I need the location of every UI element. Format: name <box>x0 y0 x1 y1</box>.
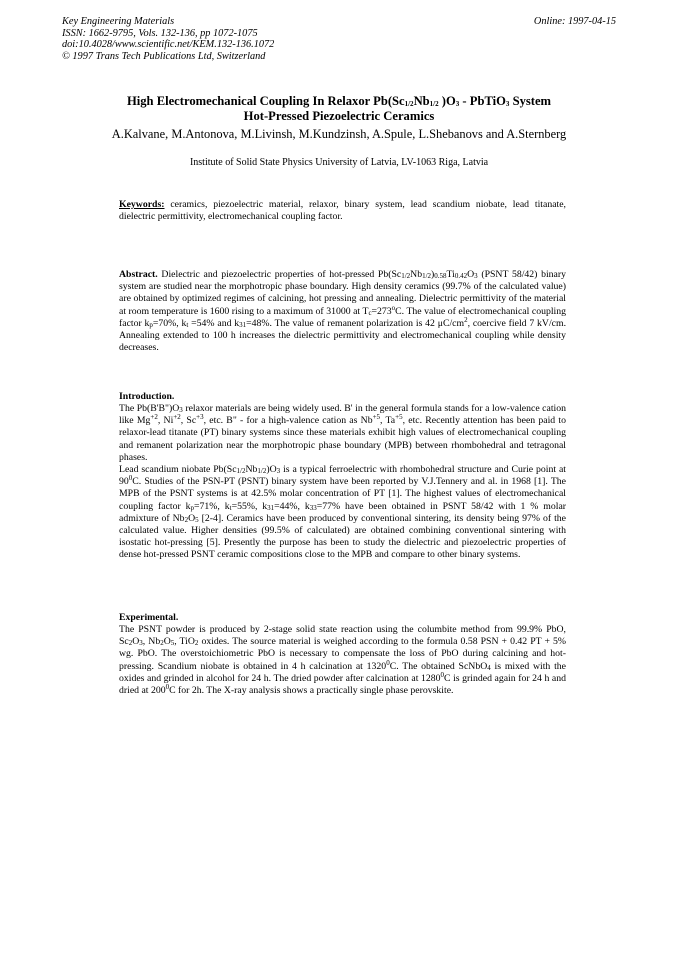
affiliation: Institute of Solid State Physics University of Latvia, LV-1063 Riga, Latvia <box>189 157 489 168</box>
introduction-heading: Introduction. <box>119 391 175 402</box>
introduction-paragraph-2: Lead scandium niobate $Pb(Sc_{1/2}Nb_{1/2})O_3$ is a typical ferroelectric with rhombohedral structure and Curie point at $90^0C$. Studies of the PSN-PT (PSNT) binary system have been reported by V.J.Tennery and al. in 1968 [1]. The MPB of the PSNT systems is at 42.5% molar concentration of PT [1]. The highest values of electromechanical coupling factor $k_p=71\%$, $k_t=55\%$, $k_{31}=44\%$, $k_{33}=77\%$ have been obtained in PSNT 58/42 with 1 % molar admixture of $Nb_2O_5$ [2-4]. Ceramics have been produced by conventional sintering, its density being 97% of the calculated value. Higher densities (99.5% of calculated) are obtained combining conventional sintering with isostatic hot-pressing [5]. Presently the purpose has been to study the dielectric and piezoelectric properties of dense hot-pressed PSNT ceramic compositions close to the MPB and compare to other binary systems. <box>119 464 567 561</box>
title-line-1: High Electromechanical Coupling In Relaxor $Pb(Sc_{1/2}Nb_{1/2}$ )$O_3$ - PbTiO$_3$ System <box>126 94 552 108</box>
abstract-block <box>119 269 566 354</box>
author-list: A.Kalvane, M.Antonova, M.Livinsh, M.Kundzinsh, A.Spule, L.Shebanovs and A.Sternberg <box>111 127 567 141</box>
copyright-line: © 1997 Trans Tech Publications Ltd, Switzerland <box>62 50 266 62</box>
paper-title <box>100 94 578 124</box>
introduction-body <box>119 403 566 562</box>
experimental-paragraph-1: The PSNT powder is produced by 2-stage solid state reaction using the columbite method from 99.9% PbO, $Sc_2O_3$, $Nb_2O_5$, TiO$_2$ oxides. The source material is weighed according to the formula 0.58 PSN + 0.42 PT + 5% wg. PbO. The overstoichiometric PbO is necessary to compensate the loss of PbO during calcining and hot-pressing. Scandium niobate is obtained in 4 h calcination at 1320$^0$C. The obtained ScNbO$_4$ is mixed with the oxides and grinded in alcohol for 24 h. The dried powder after calcination at 1280$^0$C is grinded again for 24 h and dried at $200^0C$ for 2h. The X-ray analysis shows a practically single phase perovskite. <box>119 624 567 697</box>
keywords-label: Keywords: <box>119 199 165 210</box>
keywords-text: ceramics, piezoelectric material, relaxor, binary system, lead scandium niobate, lead titanate, dielectric permittivity, electromechanical coupling factor. <box>119 199 566 223</box>
introduction-paragraph-1: The $Pb(B'B")O_3$ relaxor materials are being widely used. B' in the general formula stands for a low-valence cation like $Mg^{+2}$, $Ni^{+2}$, $Sc^{+3}$, etc. B" - for a high-valence cation as $Nb^{+5}$, $Ta^{+5}$, etc. Recently attention has been paid to relaxor-lead titanate (PT) binary systems since these materials exhibit high values of electromechanical coupling and remanent polarization near the morphotropic phase boundary (MPB) between rhombohedral and tetragonal phases. <box>119 403 567 463</box>
keywords-block <box>119 199 566 223</box>
issn-line: ISSN: 1662-9795, Vols. 132-136, pp 1072-1075 <box>62 27 258 39</box>
experimental-heading: Experimental. <box>119 612 179 623</box>
doi-line: doi:10.4028/www.scientific.net/KEM.132-136.1072 <box>62 39 275 50</box>
abstract-label: Abstract. <box>119 269 158 280</box>
journal-name: Key Engineering Materials <box>62 16 175 27</box>
experimental-body <box>119 624 566 697</box>
title-line-2: Hot-Pressed Piezoelectric Ceramics <box>243 109 435 123</box>
online-date: Online: 1997-04-15 <box>533 16 616 27</box>
abstract-text: Dielectric and piezoelectric properties of hot-pressed $Pb(Sc_{1/2}Nb_{1/2})_{0.58}Ti_{0.42}O_3$ (PSNT 58/42) binary system are studied near the morphotropic phase boundary. High density ceramics (99.7% of the calculated value) are obtained by optimized regimes of calcining, hot pressing and annealing. Dielectric permittivity of the material at room temperature is 1600 rising to a maximum of 31000 at $T_c=273^oC$. The value of electromechanical coupling factor $k_p=70\%$, $k_t =54\%$ and $k_{31}=48\%$. The value of remanent polarization is 42 $\mu C/cm^2$, coercive field 7 kV/cm. Annealing extended to 100 h increases the dielectric permittivity and electromechanical coupling while density decreases. <box>119 269 567 354</box>
